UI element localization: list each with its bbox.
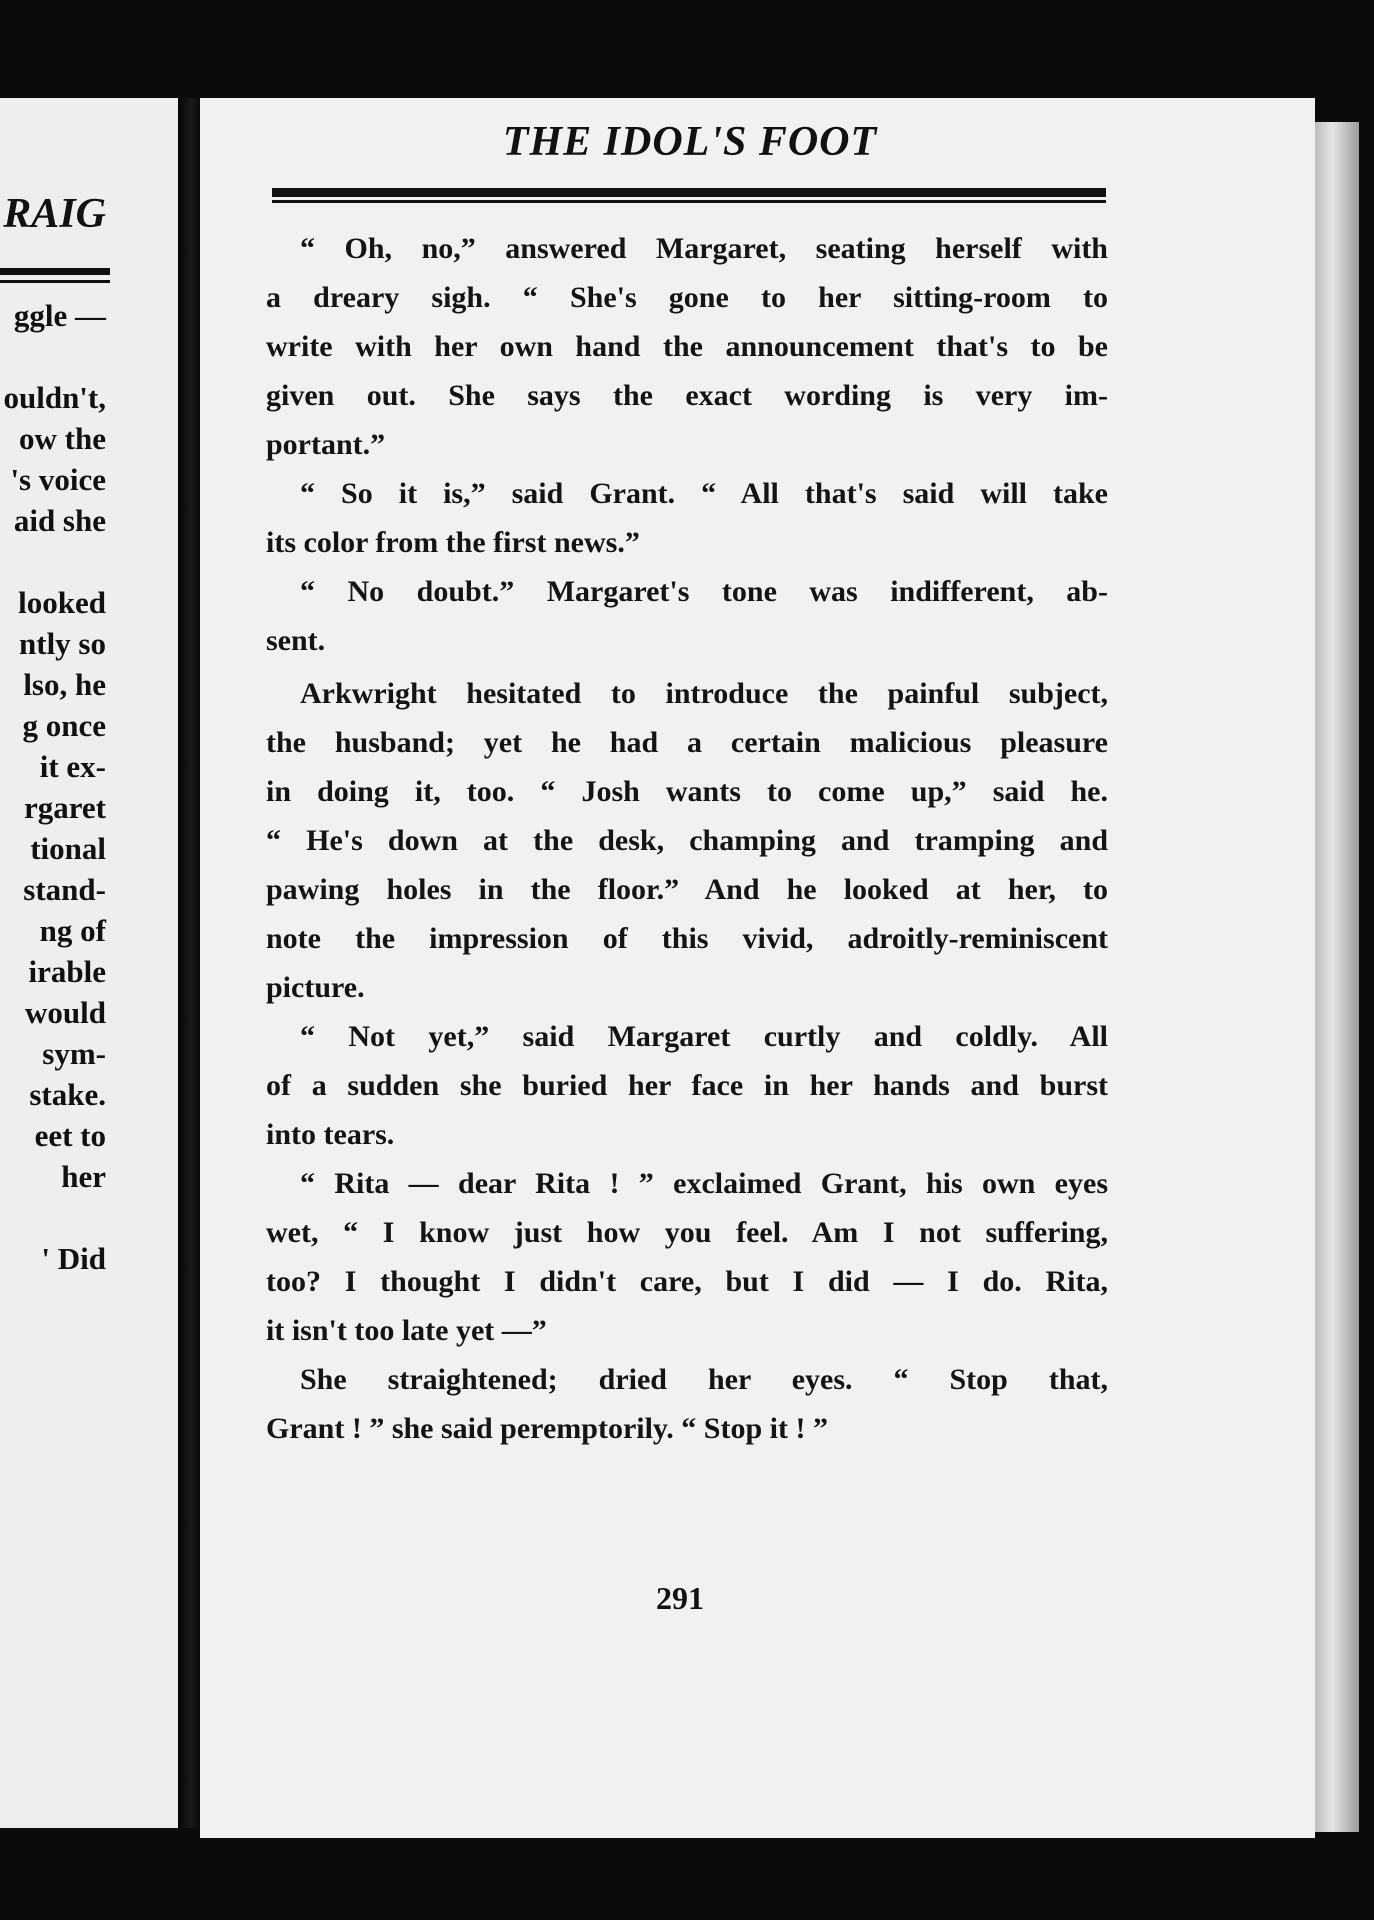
previous-page-text-line: ' Did	[41, 1241, 106, 1276]
text-line: Grant ! ” she said peremptorily. “ Stop it ! ”	[266, 1412, 828, 1445]
text-line: in doing it, too. “ Josh wants to come up,” said he.	[266, 775, 1108, 808]
previous-page-text-line: rgaret	[23, 790, 106, 825]
previous-page-text-line: stake.	[29, 1077, 106, 1112]
text-line: picture.	[266, 971, 365, 1004]
text-line: it isn't too late yet —”	[266, 1314, 547, 1347]
previous-page-running-head: RAIG	[3, 191, 106, 237]
text-line: given out. She says the exact wording is very im-	[266, 379, 1108, 412]
previous-page-rule	[0, 268, 110, 275]
page-body-text	[266, 224, 1108, 1453]
running-head: THE IDOL'S FOOT	[502, 119, 878, 165]
previous-page-text-line: her	[61, 1159, 106, 1194]
text-line: portant.”	[266, 428, 386, 461]
previous-page-text-line: stand-	[23, 872, 106, 907]
text-line: sent.	[266, 624, 326, 657]
text-line: Arkwright hesitated to introduce the painful subject,	[300, 677, 1108, 710]
book-gutter	[178, 98, 200, 1828]
page-edges	[1315, 122, 1359, 1832]
header-rule-thin	[272, 200, 1106, 203]
text-line: note the impression of this vivid, adroitly-reminiscent	[266, 922, 1108, 955]
previous-page-text-line: ntly so	[19, 626, 106, 661]
previous-page-text-line: it ex-	[39, 749, 106, 784]
text-line: “ Rita — dear Rita ! ” exclaimed Grant, his own eyes	[300, 1167, 1108, 1200]
text-line: “ Not yet,” said Margaret curtly and coldly. All	[300, 1020, 1108, 1053]
previous-page-text-line: ng of	[39, 913, 106, 948]
previous-page-text-line: would	[25, 995, 106, 1030]
page-number: 291	[656, 1580, 704, 1616]
text-line: She straightened; dried her eyes. “ Stop that,	[300, 1363, 1108, 1396]
previous-page-text-line: ouldn't,	[3, 380, 106, 415]
previous-page-text-line: aid she	[13, 503, 106, 538]
text-line: too? I thought I didn't care, but I did — I do. Rita,	[266, 1265, 1108, 1298]
previous-page-text-line: sym-	[42, 1036, 106, 1071]
previous-page-text-line: looked	[18, 585, 106, 620]
previous-page-rule-thin	[0, 280, 110, 283]
header-rule	[272, 188, 1106, 197]
text-line: pawing holes in the floor.” And he looked at her, to	[266, 873, 1108, 906]
text-line: wet, “ I know just how you feel. Am I not suffering,	[266, 1216, 1108, 1249]
text-line: “ Oh, no,” answered Margaret, seating herself with	[300, 232, 1108, 265]
previous-page-text-line: ow the	[19, 421, 106, 456]
text-line: of a sudden she buried her face in her hands and burst	[266, 1069, 1108, 1102]
previous-page-text-line: 's voice	[10, 462, 106, 497]
previous-page-text-line: ggle —	[13, 298, 106, 333]
text-line: into tears.	[266, 1118, 395, 1151]
text-line: the husband; yet he had a certain malicious pleasure	[266, 726, 1108, 759]
previous-page	[0, 98, 178, 1828]
previous-page-text-line: irable	[28, 954, 106, 989]
text-line: a dreary sigh. “ She's gone to her sitting-room to	[266, 281, 1108, 314]
previous-page-text-line: tional	[30, 831, 106, 866]
text-line: “ No doubt.” Margaret's tone was indifferent, ab-	[300, 575, 1108, 608]
text-line: write with her own hand the announcement that's to be	[266, 330, 1108, 363]
text-line: “ So it is,” said Grant. “ All that's said will take	[300, 477, 1108, 510]
text-line: its color from the first news.”	[266, 526, 640, 559]
previous-page-text-line: g once	[22, 708, 106, 743]
previous-page-text-line: eet to	[34, 1118, 106, 1153]
text-line: “ He's down at the desk, champing and tramping and	[266, 824, 1108, 857]
previous-page-text-line: lso, he	[23, 667, 106, 702]
